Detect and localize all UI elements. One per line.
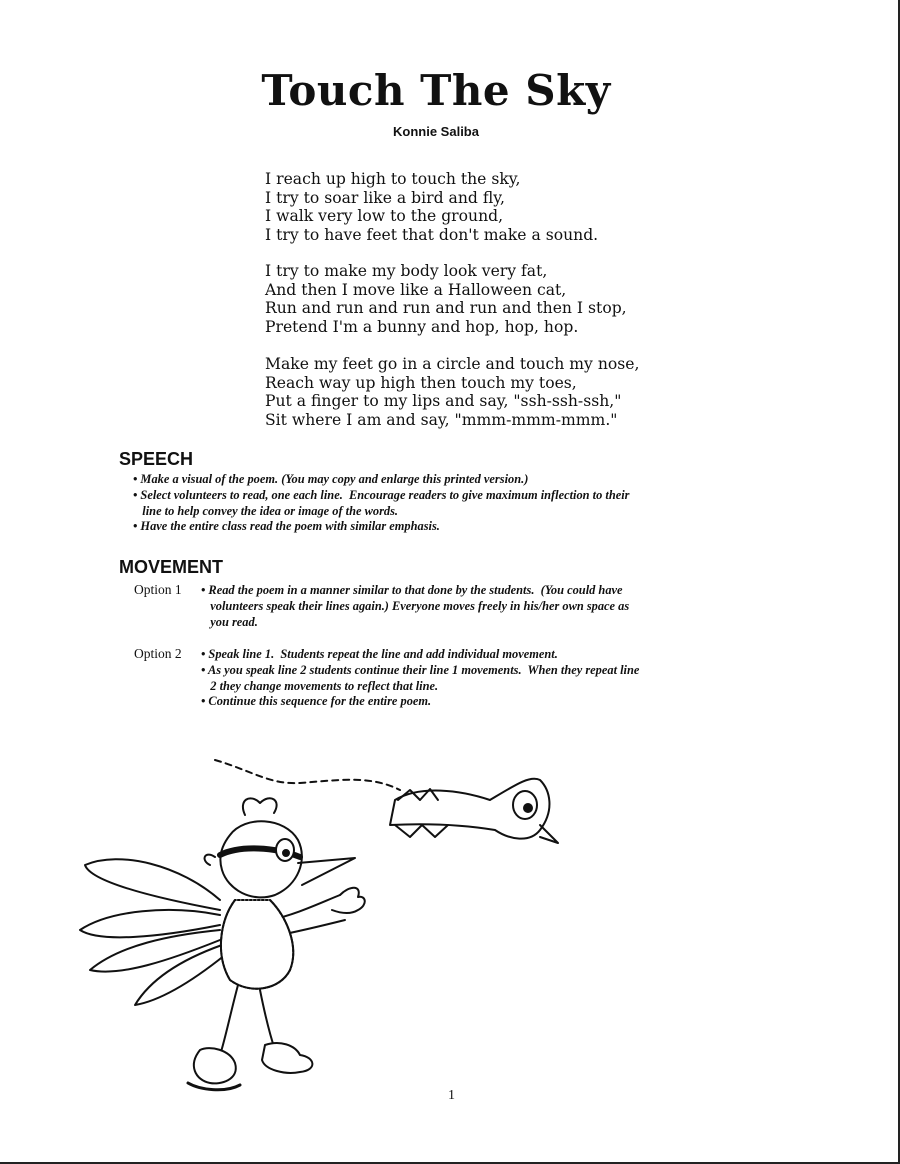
movement-heading: MOVEMENT [119, 557, 224, 577]
page-number: 1 [448, 1088, 455, 1103]
speech-heading: SPEECH [119, 449, 194, 469]
poem-line: Run and run and run and run and then I stop, [265, 299, 627, 318]
poem-line: Pretend I'm a bunny and hop, hop, hop. [265, 317, 579, 336]
poem-stanza-3 [265, 355, 725, 429]
speech-line: • Make a visual of the poem. (You may copy and enlarge this printed version.) [133, 472, 529, 486]
option-line: • As you speak line 2 students continue their line 1 movements. When they repeat line [201, 662, 640, 677]
poem-line: And then I move like a Halloween cat, [265, 280, 567, 299]
child-and-bird-illustration [70, 745, 590, 1115]
option-line: • Read the poem in a manner similar to that done by the students. (You could have [201, 583, 623, 597]
poem-line: Sit where I am and say, "mmm-mmm-mmm." [265, 410, 618, 429]
speech-line: • Select volunteers to read, one each line. Encourage readers to give maximum inflection to their [133, 487, 630, 502]
option-line: you read. [201, 614, 258, 629]
poem-line: I try to make my body look very fat, [265, 262, 548, 280]
poem-line: I walk very low to the ground, [265, 207, 504, 226]
option-line: 2 they change movements to reflect that line. [201, 678, 439, 693]
wings-icon [80, 859, 225, 1005]
poem-stanza-2 [265, 262, 725, 336]
bird-icon [390, 779, 558, 843]
poem-stanza-1 [265, 170, 725, 244]
author-name: Konnie Saliba [393, 124, 479, 139]
page-title: Touch The Sky [261, 66, 611, 115]
poem-line: I reach up high to touch the sky, [265, 170, 521, 188]
option-2-label: Option 2 [134, 646, 182, 661]
poem-line: I try to have feet that don't make a sound. [265, 225, 599, 244]
option-line: • Speak line 1. Students repeat the line and add individual movement. [201, 647, 558, 661]
option-1-label: Option 1 [134, 582, 182, 597]
child-head [205, 798, 355, 897]
poem-line: Put a finger to my lips and say, "ssh-ssh-ssh," [265, 392, 622, 411]
poem-line: Make my feet go in a circle and touch my nose, [265, 355, 640, 373]
speech-line: line to help convey the idea or image of the words. [133, 503, 399, 518]
poem-line: I try to soar like a bird and fly, [265, 188, 505, 207]
option-1-instructions [201, 583, 629, 630]
option-line: volunteers speak their lines again.) Everyone moves freely in his/her own space as [201, 598, 630, 613]
speech-instructions [133, 472, 783, 535]
speech-line: • Have the entire class read the poem with similar emphasis. [133, 519, 440, 534]
poem-line: Reach way up high then touch my toes, [265, 373, 577, 392]
option-2-instructions [201, 647, 639, 710]
option-line: • Continue this sequence for the entire poem. [201, 694, 432, 709]
flight-path [215, 760, 400, 790]
